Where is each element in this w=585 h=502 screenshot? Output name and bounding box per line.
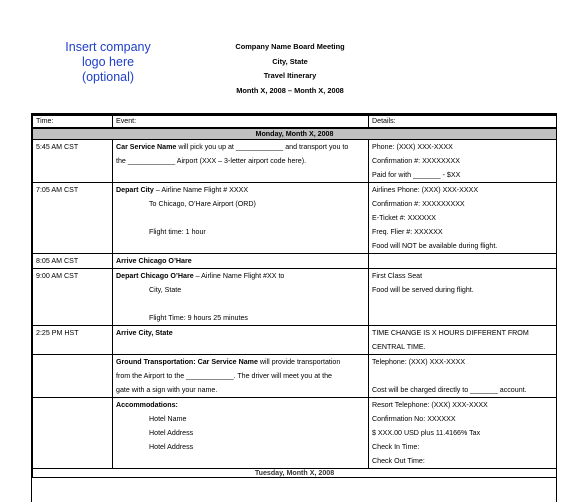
event-line — [116, 183, 368, 197]
event-line — [116, 369, 368, 383]
event-highlight: Car Service Name — [116, 143, 177, 151]
event-text — [116, 300, 118, 308]
itinerary-row — [33, 269, 557, 326]
event-line — [116, 440, 368, 454]
detail-line: $ XXX.00 USD plus 11.4166% Tax — [372, 429, 481, 437]
time-cell: 7:05 AM CST — [33, 183, 113, 254]
event-line — [116, 311, 368, 325]
event-text — [116, 214, 118, 222]
event-line — [116, 326, 368, 340]
event-cell — [113, 398, 369, 469]
event-line — [116, 269, 368, 283]
event-highlight: Arrive City, State — [116, 329, 173, 337]
detail-line: Check In Time: — [372, 443, 420, 451]
event-text: Flight time: 1 hour — [149, 228, 206, 236]
event-cell — [113, 254, 369, 269]
event-line — [116, 412, 368, 426]
event-text: Flight Time: 9 hours 25 minutes — [149, 314, 248, 322]
detail-line — [372, 254, 556, 268]
event-text: – Airline Name Flight #XX to — [193, 272, 285, 280]
event-text: Hotel Address — [149, 429, 194, 437]
time-cell: 5:45 AM CST — [33, 140, 113, 183]
itinerary-row — [33, 355, 557, 398]
detail-line: Confirmation No: XXXXXX — [372, 415, 456, 423]
detail-line: Phone: (XXX) XXX-XXXX — [372, 143, 453, 151]
itinerary-row — [33, 326, 557, 355]
detail-line: Telephone: (XXX) XXX-XXXX — [372, 358, 466, 366]
details-cell — [369, 269, 557, 326]
detail-line: Food will be served during flight. — [372, 286, 474, 294]
time-column-header: Time: — [33, 116, 113, 129]
itinerary-table — [32, 115, 557, 478]
event-highlight: Ground Transportation: Car Service Name — [116, 358, 258, 366]
meeting-location: City, State — [272, 56, 308, 66]
detail-line: CENTRAL TIME. — [372, 343, 426, 351]
date-range: Month X, 2008 – Month X, 2008 — [236, 85, 344, 95]
event-text: City, State — [149, 286, 182, 294]
event-text: will pick you up at ____________ and transport you to — [176, 143, 349, 151]
itinerary-row — [33, 140, 557, 183]
company-logo-placeholder — [58, 40, 158, 85]
event-line — [116, 283, 368, 297]
event-text: – Airline Name Flight # XXXX — [153, 186, 249, 194]
day-heading-row — [33, 469, 557, 478]
details-cell — [369, 254, 557, 269]
itinerary-row — [33, 254, 557, 269]
event-cell — [113, 140, 369, 183]
event-line — [116, 297, 368, 311]
detail-line: Food will NOT be available during flight. — [372, 242, 498, 250]
event-line — [116, 211, 368, 225]
event-text: gate with a sign with your name. — [116, 386, 218, 394]
event-text: from the Airport to the ____________. The driver will meet you at the — [116, 372, 332, 380]
event-cell — [113, 183, 369, 254]
event-text: will provide transportation — [257, 358, 341, 366]
detail-line: Confirmation #: XXXXXXXXX — [372, 200, 465, 208]
day-heading-row — [33, 128, 557, 140]
itinerary-table-frame — [31, 113, 557, 502]
meeting-title: Company Name Board Meeting — [235, 42, 345, 51]
time-cell — [33, 355, 113, 398]
event-cell — [113, 326, 369, 355]
time-cell: 2:25 PM HST — [33, 326, 113, 355]
time-cell: 9:00 AM CST — [33, 269, 113, 326]
day-heading: Monday, Month X, 2008 — [33, 128, 557, 140]
details-column-header: Details: — [369, 116, 557, 129]
event-line — [116, 426, 368, 440]
logo-line: Insert company — [65, 40, 151, 54]
details-cell — [369, 398, 557, 469]
detail-line: First Class Seat — [372, 272, 423, 280]
logo-line: (optional) — [81, 70, 135, 84]
event-text: Hotel Name — [149, 415, 187, 423]
itinerary-row — [33, 398, 557, 469]
event-cell — [113, 269, 369, 326]
table-header-row — [33, 116, 557, 129]
detail-line: Paid for with _______ - $XX — [372, 171, 461, 179]
detail-line: Confirmation #: XXXXXXXX — [372, 157, 460, 165]
details-cell — [369, 140, 557, 183]
time-cell — [33, 398, 113, 469]
event-highlight: Accommodations: — [116, 401, 178, 409]
document-header — [205, 40, 375, 98]
time-cell: 8:05 AM CST — [33, 254, 113, 269]
event-highlight: Arrive Chicago O’Hare — [116, 257, 192, 265]
event-text: Hotel Address — [149, 443, 194, 451]
details-cell — [369, 183, 557, 254]
event-line — [116, 197, 368, 211]
event-line — [116, 225, 368, 239]
details-cell — [369, 355, 557, 398]
event-highlight: Depart Chicago O’Hare — [116, 272, 194, 280]
detail-line: Airlines Phone: (XXX) XXX-XXXX — [372, 186, 479, 194]
event-highlight: Depart City — [116, 186, 154, 194]
detail-line: TIME CHANGE IS X HOURS DIFFERENT FROM — [372, 329, 529, 337]
detail-line — [372, 369, 556, 383]
details-cell — [369, 326, 557, 355]
event-line — [116, 154, 368, 168]
event-line — [116, 398, 368, 412]
detail-line: E-Ticket #: XXXXXX — [372, 214, 436, 222]
detail-line: Check Out Time: — [372, 457, 425, 465]
event-cell — [113, 355, 369, 398]
day-heading: Tuesday, Month X, 2008 — [33, 469, 557, 478]
event-column-header: Event: — [113, 116, 369, 129]
event-line — [116, 383, 368, 397]
detail-line: Cost will be charged directly to _______ account. — [372, 386, 527, 394]
event-text: To Chicago, O’Hare Airport (ORD) — [149, 200, 256, 208]
event-line — [116, 355, 368, 369]
detail-line: Resort Telephone: (XXX) XXX-XXXX — [372, 401, 488, 409]
detail-line: Freq. Flier #: XXXXXX — [372, 228, 443, 236]
event-text: the ____________ Airport (XXX – 3-letter airport code here). — [116, 157, 307, 165]
document-title: Travel Itinerary — [263, 71, 317, 80]
itinerary-row — [33, 183, 557, 254]
event-line — [116, 140, 368, 154]
event-line — [116, 254, 368, 268]
logo-line: logo here — [81, 55, 135, 69]
